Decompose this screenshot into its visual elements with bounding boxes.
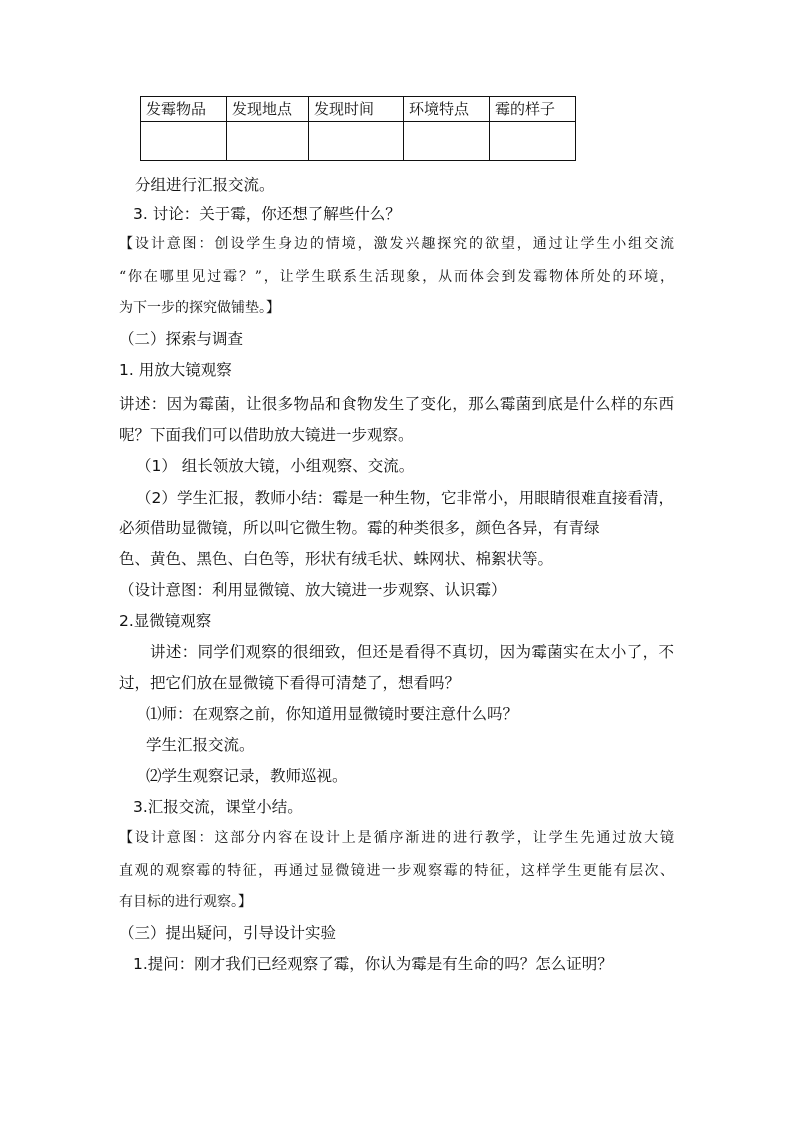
subsection-heading: 2.显微镜观察: [119, 612, 212, 630]
paragraph-line: 必须借助显微镜，所以叫它微生物。霉的种类很多，颜色各异，有青绿: [119, 519, 600, 537]
table-cell: [309, 122, 404, 161]
paragraph-line: 过，把它们放在显微镜下看得可清楚了，想看吗？: [119, 674, 461, 692]
table-cell: [490, 122, 576, 161]
table-header-cell: 发霉物品: [141, 97, 227, 122]
mold-observation-table: [140, 96, 576, 161]
paragraph-line: ⑴师：在观察之前，你知道用显微镜时要注意什么吗？: [146, 705, 519, 723]
paragraph-line: 分组进行汇报交流。: [135, 176, 275, 194]
paragraph-line: 1.提问：刚才我们已经观察了霉，你认为霉是有生命的吗？怎么证明？: [133, 955, 613, 973]
subsection-heading: 1. 用放大镜观察: [119, 361, 232, 379]
paragraph-line: 色、黄色、黑色、白色等，形状有绒毛状、蛛网状、棉絮状等。: [119, 550, 554, 568]
design-intent-line: 为下一步的探究做铺垫。】: [119, 300, 280, 316]
table-cell: [141, 122, 227, 161]
table-cell: [404, 122, 490, 161]
design-intent-line: “你在哪里见过霉？”，让学生联系生活现象，从而体会到发霉物体所处的环境，: [119, 269, 674, 285]
table-row: [141, 122, 576, 161]
design-intent-line: 有目标的进行观察。】: [119, 894, 252, 910]
table-cell: [227, 122, 309, 161]
paragraph-line: 讲述：因为霉菌，让很多物品和食物发生了变化，那么霉菌到底是什么样的东西: [119, 395, 674, 413]
design-intent-line: 直观的观察霉的特征，再通过显微镜进一步观察霉的特征，这样学生更能有层次、: [119, 863, 674, 879]
paragraph-line: ⑵学生观察记录，教师巡视。: [146, 767, 348, 785]
section-heading: （三）提出疑问，引导设计实验: [119, 924, 337, 942]
paragraph-line: （1） 组长领放大镜，小组观察、交流。: [136, 457, 415, 475]
design-intent-line: 【设计意图：创设学生身边的情境，激发兴趣探究的欲望，通过让学生小组交流: [119, 236, 674, 252]
table-header-cell: 发现时间: [309, 97, 404, 122]
paragraph-line: 呢？下面我们可以借助放大镜进一步观察。: [119, 426, 414, 444]
paragraph-line: （2）学生汇报，教师小结：霉是一种生物，它非常小，用眼睛很难直接看清，: [136, 489, 674, 507]
table-header-cell: 发现地点: [227, 97, 309, 122]
design-intent-line: 【设计意图：这部分内容在设计上是循序渐进的进行教学，让学生先通过放大镜: [119, 830, 674, 846]
subsection-heading: 3.汇报交流，课堂小结。: [133, 798, 303, 816]
paragraph-line: 讲述：同学们观察的很细致，但还是看得不真切，因为霉菌实在太小了，不: [150, 643, 674, 661]
paragraph-line: 学生汇报交流。: [146, 736, 255, 754]
design-intent-line: （设计意图：利用显微镜、放大镜进一步观察、认识霉）: [119, 581, 507, 599]
table-header-cell: 霉的样子: [490, 97, 576, 122]
table-header-cell: 环境特点: [404, 97, 490, 122]
table-header-row: [141, 97, 576, 122]
paragraph-line: 3. 讨论：关于霉，你还想了解些什么？: [133, 205, 401, 223]
section-heading: （二）探索与调查: [119, 330, 244, 348]
